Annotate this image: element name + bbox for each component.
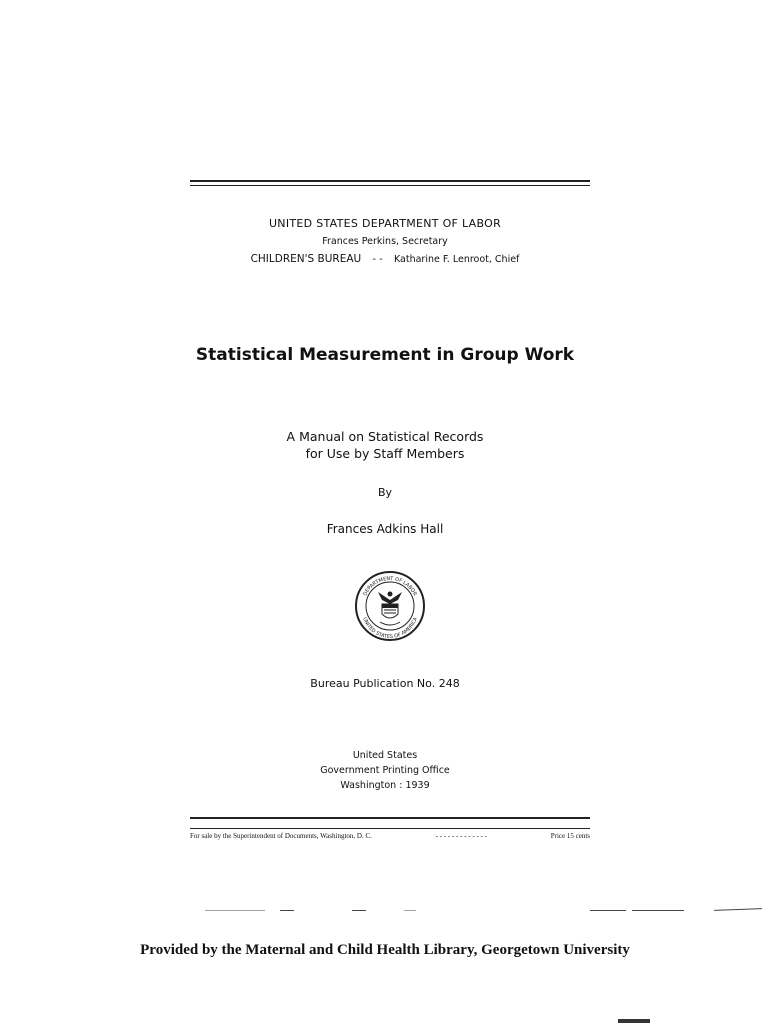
scan-artifact (205, 910, 265, 911)
imprint-line-1: United States (352, 750, 418, 761)
sale-note-dots: - - - - - - - - - - - - - (435, 832, 487, 840)
bottom-rule-thin (190, 828, 590, 829)
top-rule-thick (190, 180, 590, 182)
by-label: By (377, 486, 393, 499)
scan-artifact (714, 908, 762, 911)
author-name: Frances Adkins Hall (326, 522, 444, 536)
subtitle-line-2: for Use by Staff Members (305, 446, 465, 461)
bureau-line (0, 253, 770, 265)
scan-artifact (618, 1019, 650, 1023)
department-of-labor-seal-icon (354, 570, 426, 642)
sale-note (190, 832, 590, 840)
publication-number: Bureau Publication No. 248 (310, 677, 460, 690)
bureau-separator: - - (372, 254, 383, 265)
sale-note-price: Price 15 cents (550, 832, 590, 840)
scan-artifact (280, 910, 294, 911)
department-name: UNITED STATES DEPARTMENT OF LABOR (268, 217, 502, 230)
library-credit: Provided by the Maternal and Child Health Library, Georgetown University (140, 942, 630, 958)
imprint-line-2: Government Printing Office (320, 765, 450, 776)
secretary-line: Frances Perkins, Secretary (322, 236, 448, 247)
top-rule-thin (190, 185, 590, 186)
svg-text:UNITED STATES OF AMERICA: UNITED STATES OF AMERICA (361, 616, 419, 641)
document-title: Statistical Measurement in Group Work (195, 345, 575, 365)
scan-artifact (590, 910, 626, 911)
scan-artifact (632, 910, 684, 911)
bureau-name: CHILDREN'S BUREAU (250, 253, 362, 265)
bottom-rule-thick (190, 817, 590, 819)
scan-artifact (404, 910, 416, 911)
chief-name: Katharine F. Lenroot, Chief (393, 254, 520, 265)
sale-note-text: For sale by the Superintendent of Documents, Washington, D. C. (190, 832, 372, 840)
imprint-line-3: Washington : 1939 (340, 780, 430, 791)
scan-artifact (352, 910, 366, 911)
subtitle-line-1: A Manual on Statistical Records (286, 429, 484, 444)
svg-text:DEPARTMENT OF LABOR: DEPARTMENT OF LABOR (362, 575, 418, 597)
